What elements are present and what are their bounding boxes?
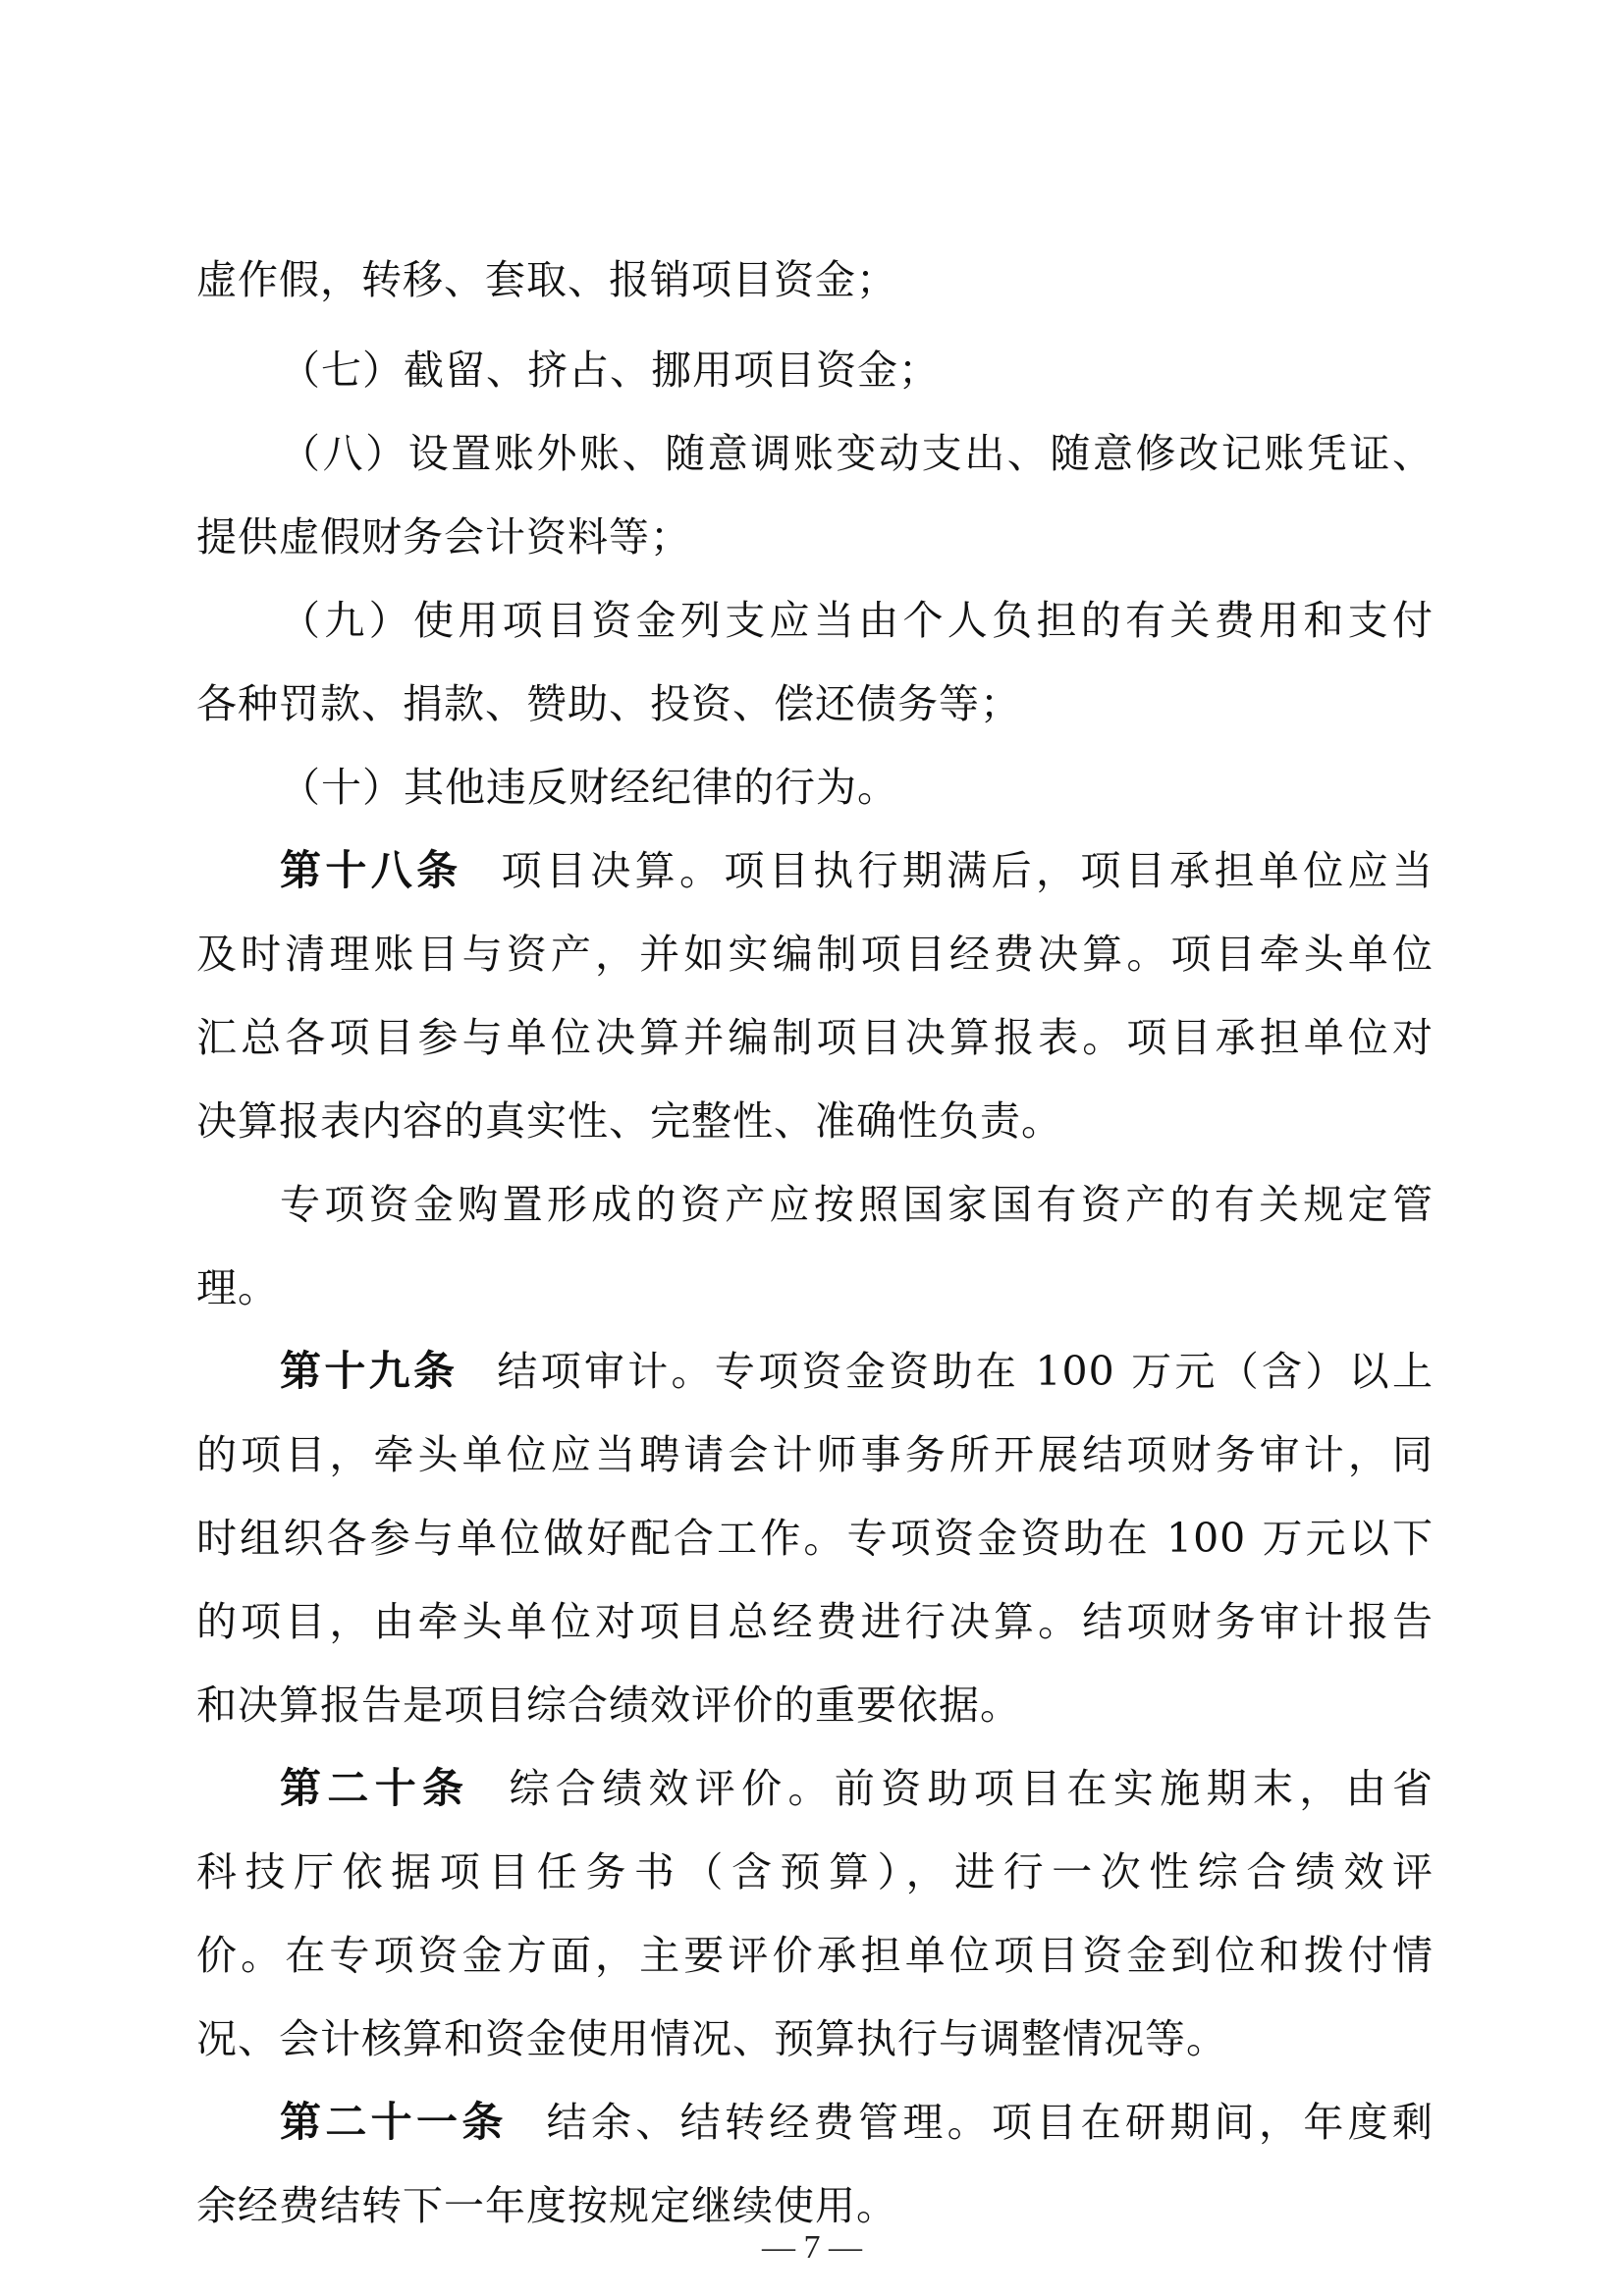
body-line: 理。: [196, 1264, 279, 1311]
body-line: 提供虚假财务会计资料等；: [196, 513, 691, 561]
article-19-heading: 第十九条: [280, 1347, 459, 1395]
body-line: 的项目，由牵头单位对项目总经费进行决算。结项财务审计报告: [196, 1598, 1434, 1645]
body-line: 各种罚款、捐款、赞助、投资、偿还债务等；: [196, 680, 1021, 727]
body-line: 况、会计核算和资金使用情况、预算执行与调整情况等。: [196, 2015, 1227, 2062]
body-line: 价。在专项资金方面，主要评价承担单位项目资金到位和拨付情: [196, 1932, 1434, 1979]
article-20-first-line: [280, 1759, 1434, 1818]
list-item-9: （九）使用项目资金列支应当由个人负担的有关费用和支付: [280, 597, 1434, 644]
article-21-heading: 第二十一条: [280, 2098, 508, 2146]
article-18-text: 项目决算。项目执行期满后，项目承担单位应当: [501, 847, 1434, 894]
list-item-7: （七）截留、挤占、挪用项目资金；: [280, 347, 940, 394]
article-19-first-line: [280, 1342, 1434, 1401]
body-line: 汇总各项目参与单位决算并编制项目决算报表。项目承担单位对: [196, 1014, 1434, 1061]
body-line: 和决算报告是项目综合绩效评价的重要依据。: [196, 1682, 1021, 1729]
article-19-text: 结项审计。专项资金资助在 100 万元（含）以上: [497, 1348, 1434, 1395]
body-line: 决算报表内容的真实性、完整性、准确性负责。: [196, 1097, 1062, 1145]
article-21-first-line: [280, 2093, 1434, 2152]
article-20-text: 综合绩效评价。前资助项目在实施期末，由省: [509, 1765, 1434, 1812]
body-line: 科技厅依据项目任务书（含预算），进行一次性综合绩效评: [196, 1848, 1434, 1896]
article-18-first-line: [280, 841, 1434, 900]
paragraph-assets: 专项资金购置形成的资产应按照国家国有资产的有关规定管: [280, 1181, 1434, 1228]
body-line: 余经费结转下一年度按规定继续使用。: [196, 2182, 897, 2229]
body-line: 时组织各参与单位做好配合工作。专项资金资助在 100 万元以下: [196, 1515, 1434, 1562]
list-item-10: （十）其他违反财经纪律的行为。: [280, 764, 898, 811]
body-line: 虚作假，转移、套取、报销项目资金；: [196, 256, 897, 303]
body-line: 及时清理账目与资产，并如实编制项目经费决算。项目牵头单位: [196, 931, 1434, 978]
body-line: 的项目，牵头单位应当聘请会计师事务所开展结项财务审计，同: [196, 1431, 1434, 1478]
page-number: — 7 —: [762, 2229, 862, 2266]
article-21-text: 结余、结转经费管理。项目在研期间，年度剩: [546, 2099, 1434, 2146]
article-18-heading: 第十八条: [280, 846, 462, 894]
article-20-heading: 第二十条: [280, 1764, 470, 1812]
list-item-8: （八）设置账外账、随意调账变动支出、随意修改记账凭证、: [280, 430, 1434, 477]
